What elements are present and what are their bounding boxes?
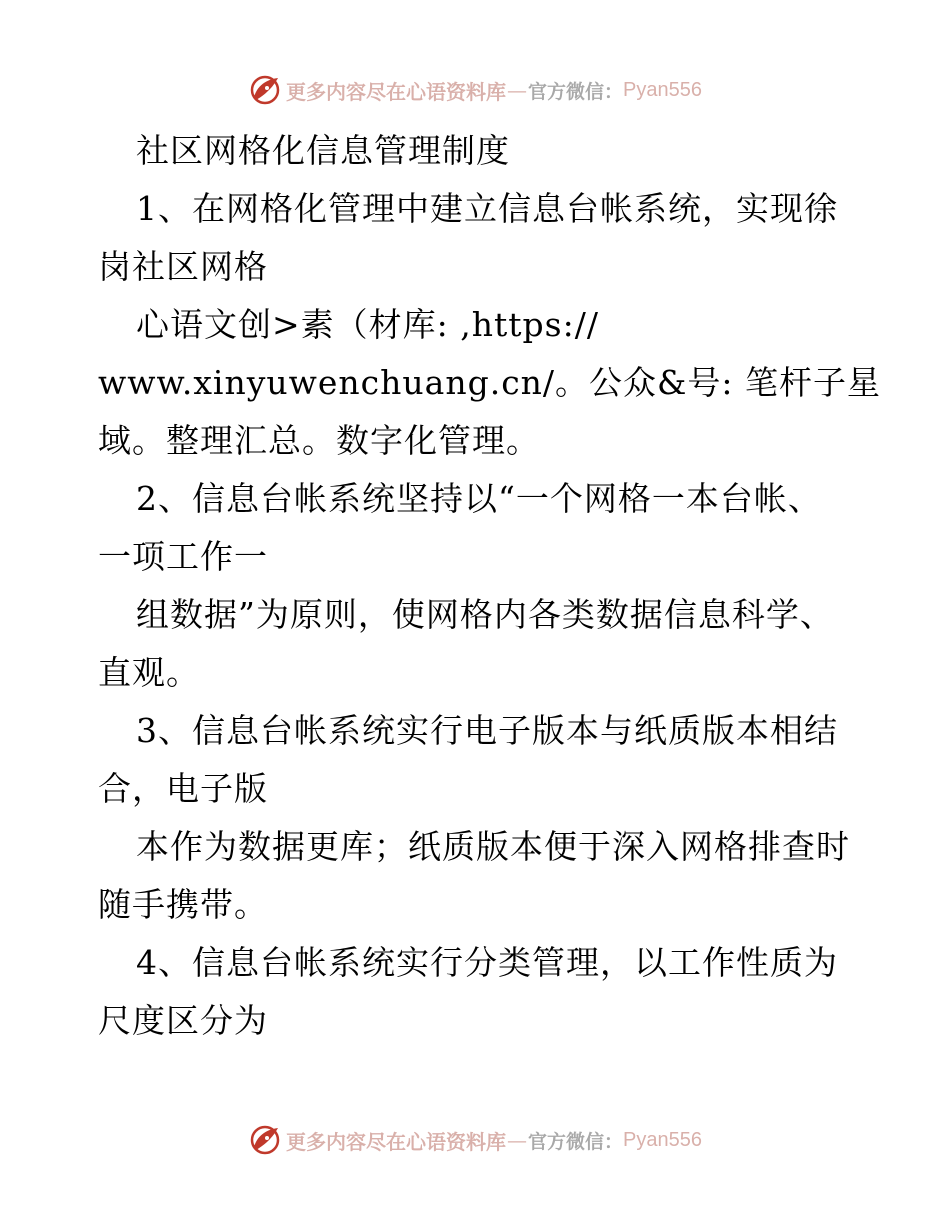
document-title: 社区网格化信息管理制度 — [136, 131, 510, 170]
paragraph-line: 组数据”为原则，使网格内各类数据信息科学、 — [136, 595, 834, 634]
banner-wechat-label: 官方微信： — [528, 1130, 624, 1153]
banner-slogan: 更多内容尽在心语资料库 — [286, 79, 506, 104]
banner-wechat-handle: Pyan556 — [623, 1128, 702, 1151]
paragraph-line: 随手携带。 — [98, 885, 268, 924]
paragraph-line: 心语文创>素（材库: ,https:// — [136, 305, 599, 344]
paragraph-line: 本作为数据更库；纸质版本便于深入网格排查时 — [136, 827, 850, 866]
paragraph-line: 3、信息台帐系统实行电子版本与纸质版本相结 — [136, 711, 838, 750]
pen-nib-logo-icon — [248, 73, 282, 107]
footer-banner — [0, 1120, 950, 1160]
banner-slogan: 更多内容尽在心语资料库 — [286, 1129, 506, 1154]
paragraph-line: 直观。 — [98, 653, 200, 692]
paragraph-line: 一项工作一 — [98, 537, 268, 576]
banner-wechat-handle: Pyan556 — [623, 78, 702, 101]
paragraph-line: 4、信息台帐系统实行分类管理，以工作性质为 — [136, 943, 838, 982]
header-banner — [0, 70, 950, 110]
banner-dash: — — [507, 1128, 527, 1152]
paragraph-line: 域。整理汇总。数字化管理。 — [98, 421, 540, 460]
pen-nib-logo-icon — [248, 1123, 282, 1157]
paragraph-line: 合，电子版 — [98, 769, 268, 808]
paragraph-line: 1、在网格化管理中建立信息台帐系统，实现徐 — [136, 189, 838, 228]
paragraph-line: www.xinyuwenchuang.cn/。公众&号: 笔杆子星 — [98, 363, 882, 402]
document-body — [98, 122, 882, 1050]
paragraph-line: 尺度区分为 — [98, 1001, 268, 1040]
banner-wechat-label: 官方微信： — [528, 80, 624, 103]
paragraph-line: 岗社区网格 — [98, 247, 268, 286]
banner-dash: — — [507, 78, 527, 102]
paragraph-line: 2、信息台帐系统坚持以“一个网格一本台帐、 — [136, 479, 822, 518]
